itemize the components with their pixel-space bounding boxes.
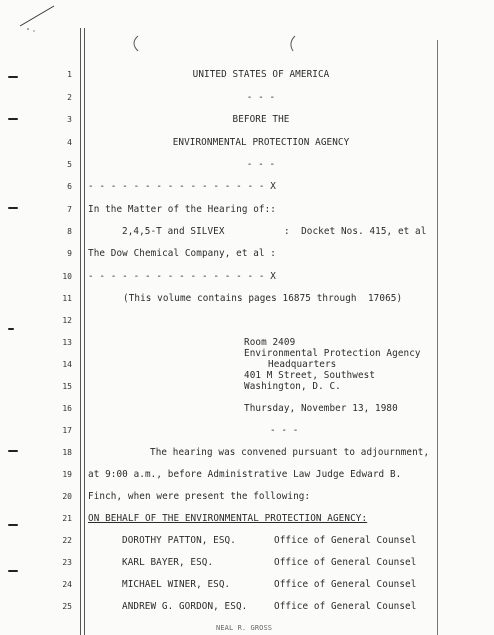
margin-mark (8, 524, 18, 526)
party-name: The Dow Chemical Company, et al : (88, 248, 277, 259)
separator: - - - (246, 159, 276, 170)
line-number: 5 (67, 160, 72, 169)
attendee-name: DOROTHY PATTON, ESQ. (122, 535, 236, 546)
caption-before: BEFORE THE (232, 114, 290, 125)
attendee-office: Office of General Counsel (274, 535, 417, 546)
line-number: 10 (62, 272, 72, 281)
line-number: 16 (62, 404, 72, 413)
line-number: 19 (62, 470, 72, 479)
line-number: 24 (62, 580, 72, 589)
attendee-name: ANDREW G. GORDON, ESQ. (122, 601, 248, 612)
paren-mark-left (128, 34, 142, 54)
body-line: at 9:00 a.m., before Administrative Law Judge Edward B. (88, 469, 402, 480)
body-line: Finch, when were present the following: (88, 491, 311, 502)
margin-rule-left (80, 28, 81, 635)
line-number: 4 (67, 138, 72, 147)
line-number: 21 (62, 514, 72, 523)
hearing-date: Thursday, November 13, 1980 (244, 403, 398, 414)
address-street: 401 M Street, Southwest (244, 370, 376, 381)
margin-mark (8, 328, 14, 330)
line-number: 22 (62, 536, 72, 545)
line-number: 2 (67, 93, 72, 102)
caption-box-bottom: - - - - - - - - - - - - - - - - X (88, 271, 277, 282)
attendee-office: Office of General Counsel (274, 579, 417, 590)
attendee-name: MICHAEL WINER, ESQ. (122, 579, 231, 590)
margin-rule-right (437, 40, 438, 635)
address-room: Room 2409 (244, 337, 296, 348)
matter-line: In the Matter of the Hearing of:: (88, 204, 277, 215)
line-number: 9 (67, 249, 72, 258)
margin-mark (8, 450, 18, 452)
line-number: 11 (62, 294, 72, 303)
margin-mark (8, 118, 18, 120)
body-line: The hearing was convened pursuant to adjournment, (150, 447, 430, 458)
address-agency: Environmental Protection Agency (244, 348, 421, 359)
attendee-name: KARL BAYER, ESQ. (122, 557, 214, 568)
appearance-heading: ON BEHALF OF THE ENVIRONMENTAL PROTECTION AGENCY: (88, 513, 368, 524)
caption-agency: ENVIRONMENTAL PROTECTION AGENCY (172, 137, 350, 148)
line-number: 6 (67, 182, 72, 191)
line-number: 8 (67, 227, 72, 236)
line-number: 3 (67, 115, 72, 124)
margin-rule-left-inner (84, 28, 85, 635)
line-number: 7 (67, 205, 72, 214)
caption-box-top: - - - - - - - - - - - - - - - - X (88, 181, 277, 192)
caption-country: UNITED STATES OF AMERICA (192, 69, 330, 80)
line-number: 13 (62, 338, 72, 347)
separator: - - - (270, 425, 299, 436)
reporter-footer: NEAL R. GROSS (216, 624, 273, 632)
line-number: 1 (67, 70, 72, 79)
scan-corner-mark (18, 4, 58, 34)
line-number: 15 (62, 382, 72, 391)
docket-number: : Docket Nos. 415, et al (284, 226, 427, 237)
address-city: Washington, D. C. (244, 381, 341, 392)
attendee-office: Office of General Counsel (274, 601, 417, 612)
line-number: 25 (62, 602, 72, 611)
paren-mark-right (285, 34, 299, 54)
line-number: 20 (62, 492, 72, 501)
line-number: 12 (62, 316, 72, 325)
line-number: 18 (62, 448, 72, 457)
line-number: 23 (62, 558, 72, 567)
separator: - - - (246, 92, 276, 103)
line-number: 14 (62, 360, 72, 369)
line-number: 17 (62, 426, 72, 435)
margin-mark (8, 207, 18, 209)
margin-mark (8, 570, 18, 572)
volume-note: (This volume contains pages 16875 through 17065) (123, 293, 403, 304)
address-hq: Headquarters (268, 359, 337, 370)
margin-mark (8, 76, 18, 78)
matter-subject: 2,4,5-T and SILVEX (122, 226, 225, 237)
attendee-office: Office of General Counsel (274, 557, 417, 568)
